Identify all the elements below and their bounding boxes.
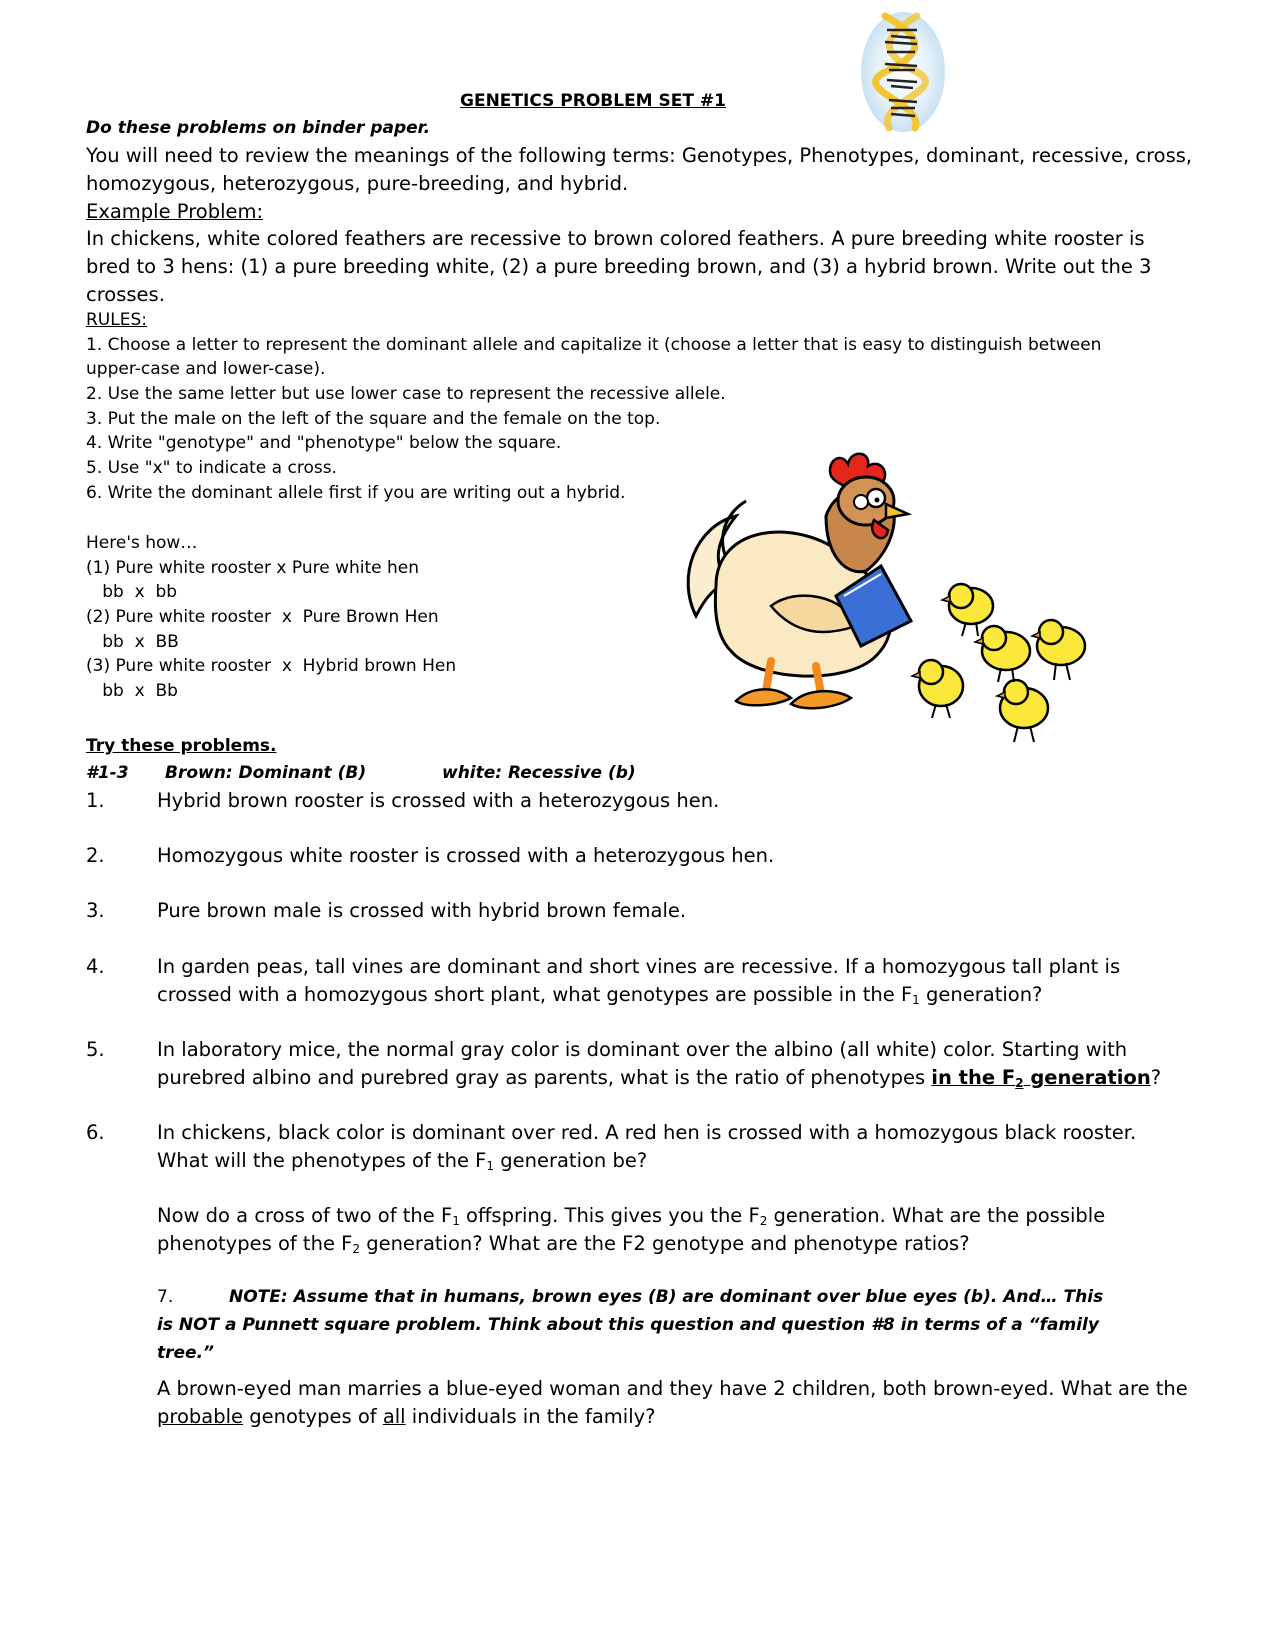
howto-line: bb x BB bbox=[86, 632, 179, 652]
problem-5-text-line-1: In laboratory mice, the normal gray color is dominant over the albino (all white) color. Starting with bbox=[157, 1038, 1128, 1061]
problem-number: 7. bbox=[157, 1287, 174, 1307]
rule-line: 1. Choose a letter to represent the dominant allele and capitalize it (choose a letter that is easy to distinguish between bbox=[86, 335, 1102, 355]
problem-number: 6. bbox=[86, 1121, 105, 1144]
page-title: GENETICS PROBLEM SET #1 bbox=[460, 91, 726, 111]
problem-7-note-line-3: tree.” bbox=[157, 1343, 214, 1363]
followup-sub-2: 2 bbox=[759, 1214, 768, 1228]
problem-7-note-line-1: NOTE: Assume that in humans, brown eyes (B) are dominant over blue eyes (b). And… This bbox=[229, 1287, 1104, 1307]
rule-line: 6. Write the dominant allele first if you are writing out a hybrid. bbox=[86, 483, 626, 503]
problem-number: 2. bbox=[86, 844, 105, 867]
review-terms-line-2: homozygous, heterozygous, pure-breeding, and hybrid. bbox=[86, 172, 629, 195]
problem-6-subscript: 1 bbox=[486, 1159, 495, 1173]
question-end: individuals in the family? bbox=[405, 1405, 656, 1428]
example-heading: Example Problem: bbox=[86, 200, 264, 223]
followup-e: phenotypes of the F bbox=[157, 1232, 353, 1255]
probable-emphasis: probable bbox=[157, 1405, 244, 1428]
problem-5-subscript: 2 bbox=[1015, 1076, 1024, 1090]
problem-6-followup-line-1 bbox=[157, 1202, 1105, 1232]
example-text-line-1: In chickens, white colored feathers are recessive to brown colored feathers. A pure breeding white rooster is bbox=[86, 227, 1145, 250]
howto-line: (2) Pure white rooster x Pure Brown Hen bbox=[86, 607, 439, 627]
howto-line: (3) Pure white rooster x Hybrid brown Hen bbox=[86, 656, 457, 676]
problem-number: 3. bbox=[86, 899, 105, 922]
followup-b: offspring bbox=[459, 1204, 553, 1227]
dna-helix-icon bbox=[855, 8, 950, 136]
review-terms-line-1: You will need to review the meanings of the following terms: Genotypes, Phenotypes, dominant, recessive, cross, bbox=[86, 144, 1193, 167]
problem-6-followup-line-2 bbox=[157, 1230, 970, 1260]
example-text-line-3: crosses. bbox=[86, 283, 165, 306]
followup-c: . This gives you the F bbox=[552, 1204, 760, 1227]
problem-6-line-2-a: What will the phenotypes of the F bbox=[157, 1149, 487, 1172]
problem-6-text-line-1: In chickens, black color is dominant over red. A red hen is crossed with a homozygous black rooster. bbox=[157, 1121, 1137, 1144]
followup-f: generation? What are the F2 genotype and phenotype ratios? bbox=[360, 1232, 970, 1255]
problem-7-question-line-1: A brown-eyed man marries a blue-eyed woman and they have 2 children, both brown-eyed. What are the bbox=[157, 1377, 1188, 1400]
question-mid: genotypes of bbox=[243, 1405, 383, 1428]
problem-5-line-2-a: purebred albino and purebred gray as parents, what is the ratio of phenotypes bbox=[157, 1066, 932, 1089]
key-dominant: Brown: Dominant (B) bbox=[165, 763, 367, 783]
example-text-line-2: bred to 3 hens: (1) a pure breeding white, (2) a pure breeding brown, and (3) a hybrid brown. Write out the 3 bbox=[86, 255, 1152, 278]
rule-line: upper-case and lower-case). bbox=[86, 359, 326, 379]
followup-a: Now do a cross of two of the F bbox=[157, 1204, 453, 1227]
key-range: #1-3 bbox=[86, 763, 129, 783]
problem-6-line-2-b: generation be? bbox=[494, 1149, 648, 1172]
howto-line: bb x Bb bbox=[86, 681, 178, 701]
problem-7-note-line-2: is NOT a Punnett square problem. Think about this question and question #8 in terms of a “family bbox=[157, 1315, 1099, 1335]
followup-sub-3: 2 bbox=[352, 1242, 360, 1256]
try-heading: Try these problems. bbox=[86, 736, 277, 756]
problem-5-emphasis-a: in the F bbox=[931, 1066, 1016, 1089]
problem-4-line-2-b: generation? bbox=[919, 983, 1043, 1006]
problem-number: 1. bbox=[86, 789, 105, 812]
rule-line: 3. Put the male on the left of the square and the female on the top. bbox=[86, 409, 661, 429]
followup-sub-1: 1 bbox=[452, 1214, 460, 1228]
problem-number: 4. bbox=[86, 955, 105, 978]
problem-6-text-line-2 bbox=[157, 1147, 647, 1177]
followup-d: generation. What are the possible bbox=[767, 1204, 1106, 1227]
problem-5-line-2-b: ? bbox=[1150, 1066, 1162, 1089]
hen-reading-to-chicks-illustration bbox=[676, 446, 1096, 746]
problem-3-text: Pure brown male is crossed with hybrid brown female. bbox=[157, 899, 687, 922]
key-recessive: white: Recessive (b) bbox=[442, 763, 636, 783]
rules-heading: RULES: bbox=[86, 310, 147, 330]
problem-4-text-line-2 bbox=[157, 981, 1042, 1011]
binder-note: Do these problems on binder paper. bbox=[86, 118, 431, 138]
problem-4-line-2-a: crossed with a homozygous short plant, what genotypes are possible in the F bbox=[157, 983, 913, 1006]
problem-4-text-line-1: In garden peas, tall vines are dominant and short vines are recessive. If a homozygous tall plant is bbox=[157, 955, 1121, 978]
all-emphasis: all bbox=[382, 1405, 406, 1428]
problem-7-question-line-2 bbox=[157, 1403, 656, 1431]
howto-line: bb x bb bbox=[86, 582, 178, 602]
problem-1-text: Hybrid brown rooster is crossed with a heterozygous hen. bbox=[157, 789, 720, 812]
rule-line: 4. Write "genotype" and "phenotype" below the square. bbox=[86, 433, 562, 453]
rule-line: 5. Use "x" to indicate a cross. bbox=[86, 458, 337, 478]
rule-line: 2. Use the same letter but use lower case to represent the recessive allele. bbox=[86, 384, 726, 404]
problem-2-text: Homozygous white rooster is crossed with a heterozygous hen. bbox=[157, 844, 775, 867]
problem-5-emphasis-b: generation bbox=[1023, 1066, 1151, 1089]
howto-line: (1) Pure white rooster x Pure white hen bbox=[86, 558, 420, 578]
problem-number: 5. bbox=[86, 1038, 105, 1061]
howto-heading: Here's how… bbox=[86, 533, 198, 553]
problem-5-text-line-2 bbox=[157, 1064, 1161, 1094]
problem-4-subscript: 1 bbox=[912, 993, 920, 1007]
